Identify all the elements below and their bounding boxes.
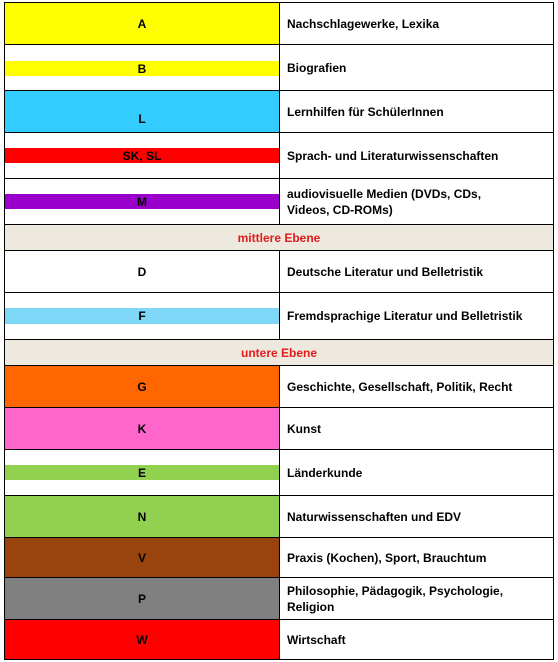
category-code: B [137,61,147,76]
color-band [5,496,279,537]
category-code: G [137,379,147,394]
section-header-middle: mittlere Ebene [5,225,553,251]
section-header-lower: untere Ebene [5,340,553,366]
category-label: Lernhilfen für SchülerInnen [287,104,444,119]
color-band [5,194,279,209]
table-row [5,3,553,45]
code-cell [5,91,280,132]
table-row [5,133,553,179]
category-code: N [137,509,147,524]
table-row [5,91,553,133]
table-row [5,251,553,293]
category-label: Wirtschaft [287,632,346,647]
color-band [5,538,279,577]
code-cell [5,179,280,224]
table-row [5,538,553,578]
category-code: P [137,591,146,606]
code-cell [5,45,280,90]
category-code: M [137,194,147,209]
category-label: Fremdsprachige Literatur und Belletristik [287,309,523,323]
color-band [5,148,279,163]
color-band [5,91,279,132]
color-band [5,465,279,480]
table-row [5,450,553,496]
code-cell [5,251,280,292]
color-band [5,366,279,407]
category-label: Biografien [287,60,347,75]
color-band [5,61,279,76]
category-code: K [137,421,147,436]
table-row [5,496,553,538]
table-row [5,408,553,450]
color-band [5,578,279,619]
code-cell [5,408,280,449]
category-label: Praxis (Kochen), Sport, Brauchtum [287,550,487,565]
code-cell [5,293,280,339]
code-cell [5,366,280,407]
category-code: W [136,632,148,647]
code-cell [5,620,280,659]
color-band [5,3,279,44]
table-row [5,45,553,91]
color-band [5,620,279,659]
category-code: V [137,550,146,565]
category-label: Deutsche Literatur und Belletristik [287,264,484,279]
category-label: Geschichte, Gesellschaft, Politik, Recht [287,379,513,394]
category-label: audiovisuelle Medien (DVDs, CDs, Videos, CD-ROMs) [287,186,482,217]
category-label: Länderkunde [287,465,363,480]
code-cell [5,496,280,537]
color-band [5,408,279,449]
library-category-table [4,2,554,660]
category-code: L [138,111,146,126]
table-row [5,366,553,408]
category-label: Nachschlagewerke, Lexika [287,16,440,31]
table-row [5,293,553,340]
category-code: SK, SL [122,148,162,163]
color-band [5,251,279,292]
code-cell [5,450,280,495]
category-label: Philosophie, Pädagogik, Psychologie, Religion [287,583,504,614]
code-cell [5,3,280,44]
category-label: Naturwissenschaften und EDV [287,509,462,524]
table-row [5,179,553,225]
category-code: A [137,16,147,31]
color-band [5,308,279,324]
table-row [5,578,553,620]
category-label: Sprach- und Literaturwissenschaften [287,148,499,163]
table-row [5,620,553,659]
code-cell [5,133,280,178]
category-code: E [137,465,146,480]
code-cell [5,578,280,619]
code-cell [5,538,280,577]
category-code: D [137,264,147,279]
category-label: Kunst [287,421,321,436]
category-code: F [138,309,146,323]
